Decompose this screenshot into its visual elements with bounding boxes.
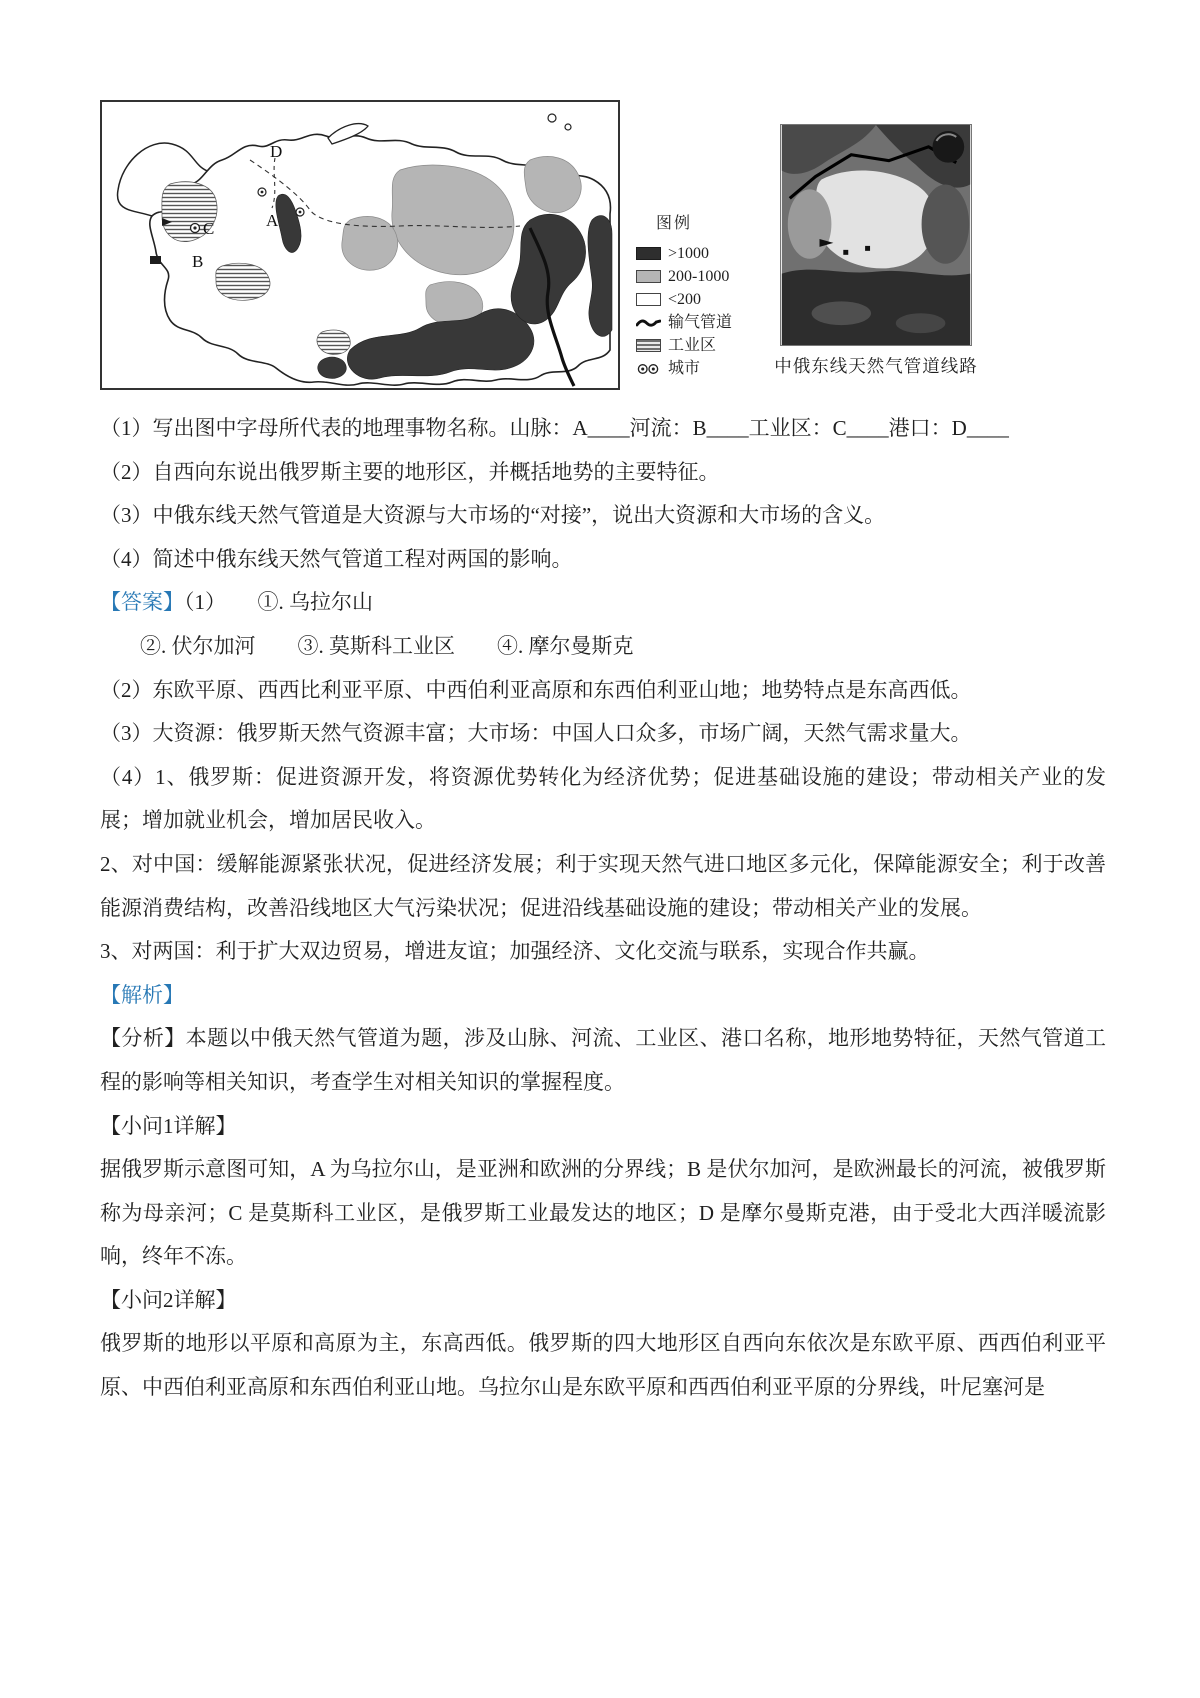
russia-relief-map — [100, 100, 620, 390]
legend-title: 图例 — [656, 215, 693, 232]
detail-1-text: 据俄罗斯示意图可知，A 为乌拉尔山，是亚洲和欧洲的分界线；B 是伏尔加河，是欧洲最长的河流，被俄罗斯称为母亲河；C 是莫斯科工业区，是俄罗斯工业最发达的地区；D 是摩尔曼斯克港，由于受北大西洋暖流影响，终年不冻。 — [100, 1157, 1106, 1269]
map-island — [565, 124, 571, 130]
legend-label: 工业区 — [668, 336, 717, 354]
analysis-overview: 【分析】本题以中俄天然气管道为题，涉及山脉、河流、工业区、港口名称，地形地势特征，天然气管道工程的影响等相关知识，考查学生对相关知识的掌握程度。 — [100, 1026, 1106, 1094]
pipeline-route-image — [780, 124, 972, 346]
detail-2-heading: 【小问2详解】 — [100, 1287, 237, 1312]
map-legend — [620, 100, 738, 402]
legend-label: >1000 — [668, 244, 710, 262]
map-label-c: C — [203, 219, 215, 238]
legend-label: 200-1000 — [668, 267, 730, 285]
pipeline-inset-column — [756, 100, 996, 402]
legend-item-city — [636, 357, 738, 380]
map-port-mark — [150, 256, 161, 264]
answer-line-1 — [100, 581, 1106, 625]
pipeline-line-icon — [636, 316, 661, 329]
answer-line-4b: 2、对中国：缓解能源紧张状况，促进经济发展；利于实现天然气进口地区多元化，保障能源安全；利于改善能源消费结构，改善沿线地区大气污染状况；促进沿线基础设施的建设；带动相关产业的发展。 — [100, 851, 1106, 920]
map-island — [548, 114, 556, 122]
legend-swatch-industry — [636, 339, 661, 352]
analysis-label: 【解析】 — [100, 982, 184, 1007]
legend-swatch-high-elevation — [636, 247, 661, 260]
map-label-a: A — [266, 211, 279, 230]
answer-line-1b: ②. 伏尔加河 ③. 莫斯科工业区 ④. 摩尔曼斯克 — [140, 633, 634, 658]
question-3: （3）中俄东线天然气管道是大资源与大市场的“对接”，说出大资源和大市场的含义。 — [100, 503, 886, 528]
question-4: （4）简述中俄东线天然气管道工程对两国的影响。 — [100, 546, 573, 571]
answer-1-text: （1） ①. 乌拉尔山 — [184, 590, 373, 615]
legend-item-industry — [636, 334, 738, 357]
answer-line-4a: （4）1、俄罗斯：促进资源开发，将资源优势转化为经济优势；促进基础设施的建设；带动相关产业的发展；增加就业机会，增加居民收入。 — [100, 764, 1106, 833]
answer-line-4c: 3、对两国：利于扩大双边贸易，增进友谊；加强经济、文化交流与联系，实现合作共赢。 — [100, 939, 930, 964]
analysis-header — [100, 974, 1106, 1018]
answer-line-3: （3）大资源：俄罗斯天然气资源丰富；大市场：中国人口众多，市场广阔，天然气需求量大。 — [100, 721, 972, 746]
map-label-d: D — [270, 142, 283, 161]
legend-label: 输气管道 — [668, 313, 733, 331]
legend-item-mid — [636, 265, 738, 288]
legend-item-high — [636, 242, 738, 265]
question-1: （1）写出图中字母所代表的地理事物名称。山脉：A____河流：B____工业区：C____港口：D____ — [100, 416, 1009, 440]
question-2: （2）自西向东说出俄罗斯主要的地形区，并概括地势的主要特征。 — [100, 459, 720, 484]
legend-swatch-mid-elevation — [636, 270, 661, 283]
legend-item-pipeline — [636, 311, 738, 334]
legend-label: 城市 — [668, 359, 701, 377]
city-symbol-icon — [636, 362, 661, 375]
answer-label: 【答案】 — [100, 590, 184, 615]
legend-item-low — [636, 288, 738, 311]
document-body — [100, 407, 1106, 1410]
figure-block — [100, 100, 1110, 402]
detail-1-heading: 【小问1详解】 — [100, 1113, 237, 1138]
detail-2-text: 俄罗斯的地形以平原和高原为主，东高西低。俄罗斯的四大地形区自西向东依次是东欧平原、西西伯利亚平原、中西伯利亚高原和东西伯利亚山地。乌拉尔山是东欧平原和西西伯利亚平原的分界线，叶尼塞河是 — [100, 1331, 1106, 1400]
russia-map-svg — [100, 100, 620, 390]
legend-label: <200 — [668, 290, 702, 308]
map-label-b: B — [192, 252, 204, 271]
inset-caption: 中俄东线天然气管道线路 — [774, 356, 978, 376]
pipeline-inset-svg — [781, 125, 971, 345]
legend-swatch-low-elevation — [636, 293, 661, 306]
answer-line-2: （2）东欧平原、西西比利亚平原、中西伯利亚高原和东西伯利亚山地；地势特点是东高西低。 — [100, 677, 972, 702]
